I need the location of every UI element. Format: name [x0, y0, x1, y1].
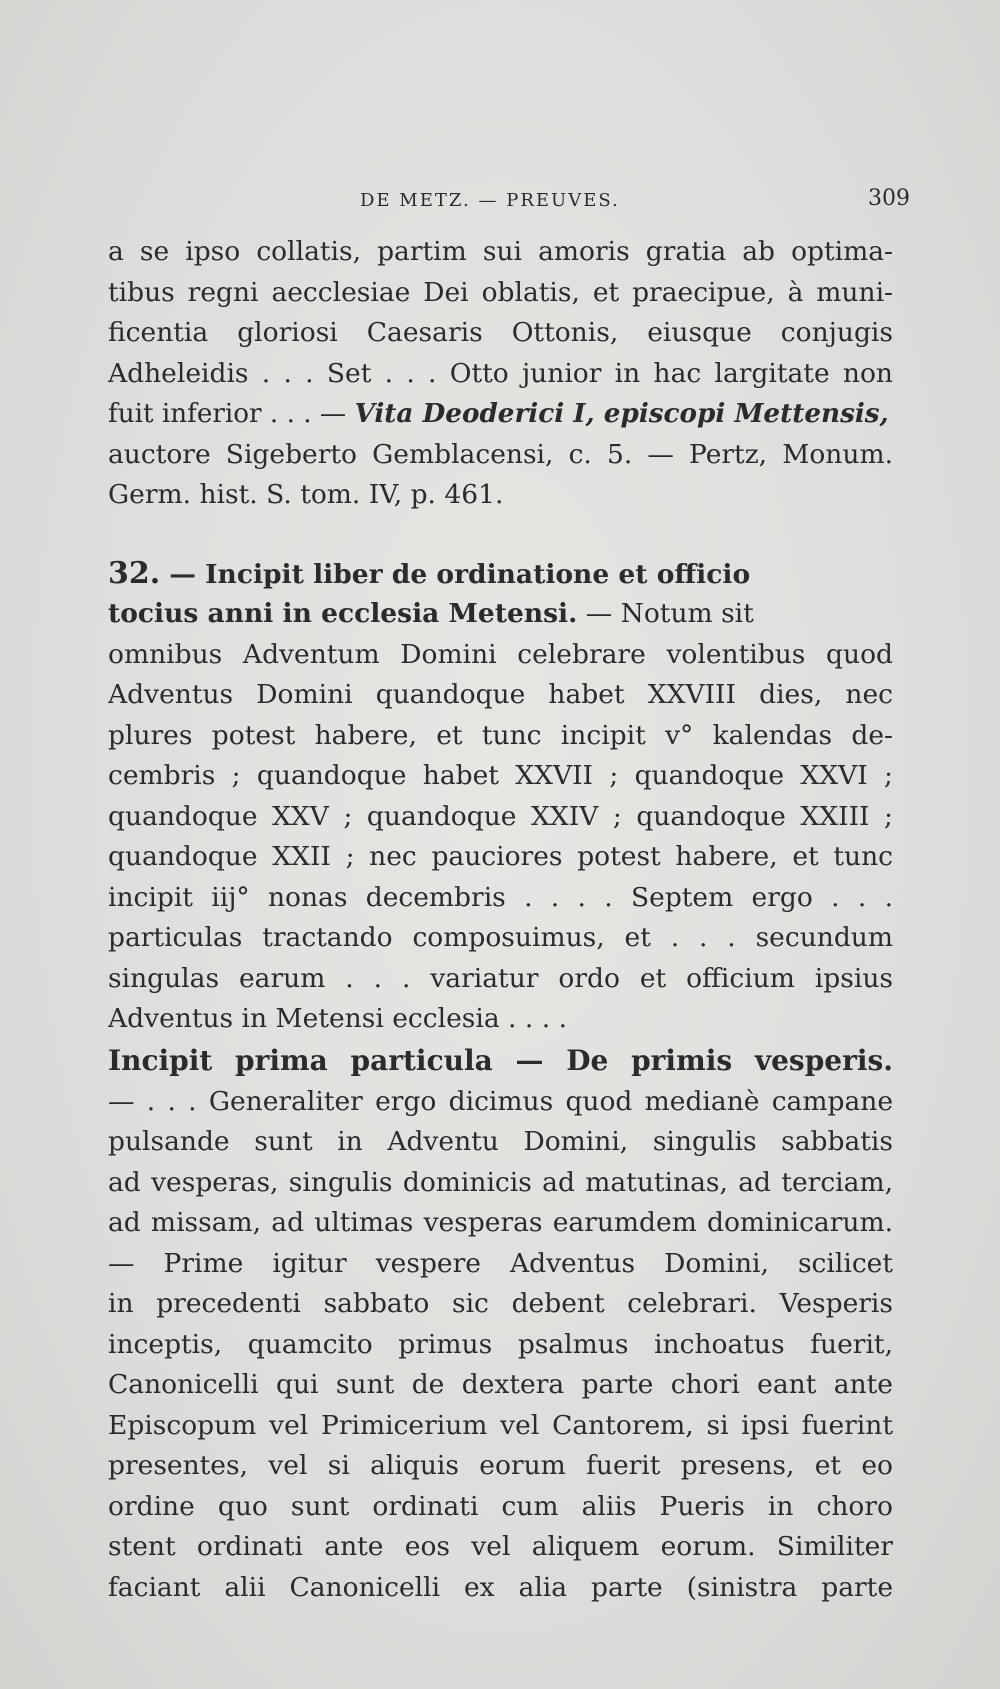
text-line: auctore Sigeberto Gemblacensi, c. 5. — Pertz, Monum. [108, 438, 893, 470]
running-title: DE METZ. — PREUVES. [360, 190, 620, 211]
section-number: 32. [108, 555, 161, 591]
page-number: 309 [868, 186, 910, 211]
section-title: — Incipit liber de ordinatione et officio [160, 558, 751, 590]
text-line: ad vesperas, singulis dominicis ad matutinas, ad terciam, [108, 1166, 893, 1198]
text-line: incipit iij° nonas decembris . . . . Septem ergo . . . [108, 881, 893, 913]
text-line: presentes, vel si aliquis eorum fuerit presens, et eo [108, 1450, 893, 1481]
text-line: singulas earum . . . variatur ordo et officium ipsius [108, 962, 893, 994]
body-text [108, 232, 893, 1608]
text-fragment: fuit inferior . . . — [108, 399, 355, 429]
text-line: — . . . Generaliter ergo dicimus quod medianè campane [108, 1085, 893, 1117]
section-heading-line [108, 554, 893, 595]
text-fragment: — Notum sit [577, 598, 754, 629]
text-line: Episcopum vel Primicerium vel Cantorem, si ipsi fuerint [108, 1409, 893, 1441]
text-line: Germ. hist. S. tom. IV, p. 461. [108, 479, 504, 510]
section-heading-line [108, 594, 893, 635]
subheading: Incipit prima particula — De primis vesperis. [108, 1043, 893, 1077]
section-title-cont: tocius anni in ecclesia Metensi. [108, 598, 578, 629]
text-line: tibus regni aecclesiae Dei oblatis, et praecipue, à muni- [108, 276, 893, 308]
text-line: quandoque XXII ; nec pauciores potest habere, et tunc [108, 841, 893, 872]
text-line: particulas tractando composuimus, et . . . secundum [108, 922, 893, 953]
text-line: Adventus Domini quandoque habet XXVIII dies, nec [108, 679, 893, 710]
text-line: ficentia gloriosi Caesaris Ottonis, eiusque conjugis [108, 317, 893, 348]
text-line: a se ipso collatis, partim sui amoris gratia ab optima- [108, 236, 893, 267]
running-header [110, 186, 910, 216]
text-line: in precedenti sabbato sic debent celebrari. Vesperis [108, 1288, 893, 1319]
text-line: omnibus Adventum Domini celebrare volentibus quod [108, 638, 893, 670]
text-line: ad missam, ad ultimas vesperas earumdem dominicarum. [108, 1207, 893, 1238]
text-line: stent ordinati ante eos vel aliquem eorum. Similiter [108, 1531, 893, 1562]
text-line: quandoque XXV ; quandoque XXIV ; quandoque XXIII ; [108, 800, 893, 832]
text-line: Adheleidis . . . Set . . . Otto junior in hac largitate non [108, 357, 893, 389]
text-line: — Prime igitur vespere Adventus Domini, scilicet [108, 1247, 893, 1279]
citation-title: Vita Deoderici I, episcopi Mettensis, [354, 398, 889, 429]
text-line: plures potest habere, et tunc incipit v° kalendas de- [108, 719, 893, 751]
text-line: faciant alii Canonicelli ex alia parte (sinistra parte [108, 1571, 893, 1603]
text-line: Adventus in Metensi ecclesia . . . . [108, 1003, 568, 1034]
text-line [108, 394, 893, 435]
text-line: inceptis, quamcito primus psalmus inchoatus fuerit, [108, 1328, 893, 1360]
text-line: Canonicelli qui sunt de dextera parte chori eant ante [108, 1369, 893, 1400]
text-line: pulsande sunt in Adventu Domini, singulis sabbatis [108, 1126, 893, 1157]
text-line: ordine quo sunt ordinati cum aliis Pueris in choro [108, 1490, 893, 1522]
text-line: cembris ; quandoque habet XXVII ; quandoque XXVI ; [108, 760, 893, 791]
